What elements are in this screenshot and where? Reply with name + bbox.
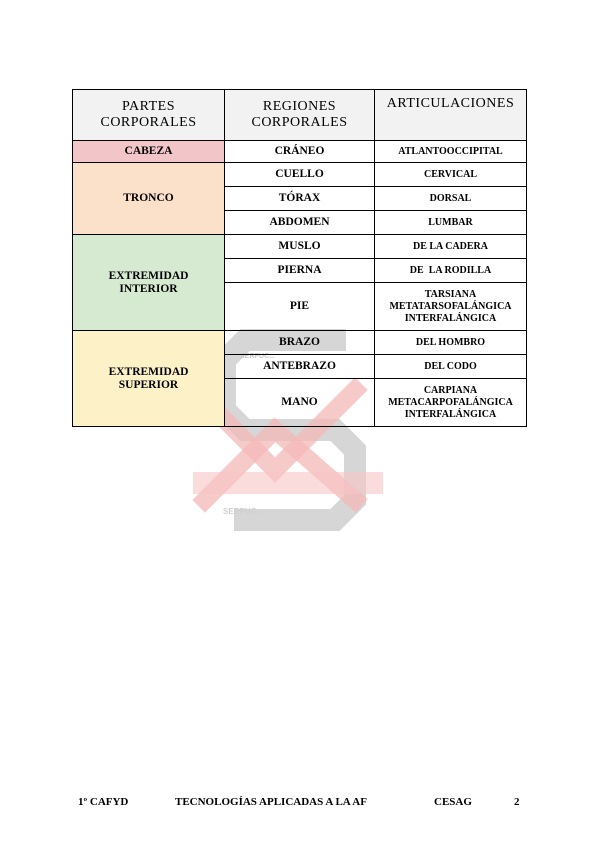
region-cell: CRÁNEO <box>225 141 375 163</box>
region-cell: PIE <box>225 283 375 331</box>
joint-cell: DE LA RODILLA <box>375 259 527 283</box>
region-cell: PIERNA <box>225 259 375 283</box>
joint-cell: DORSAL <box>375 187 527 211</box>
joint-cell: DE LA CADERA <box>375 235 527 259</box>
footer-subject: TECNOLOGÍAS APLICADAS A LA AF <box>175 796 367 808</box>
header-partes: PARTES CORPORALES <box>73 90 225 141</box>
articulations-table <box>72 89 527 427</box>
region-cell: ABDOMEN <box>225 211 375 235</box>
part-cell: EXTREMIDAD SUPERIOR <box>73 331 225 427</box>
header-regiones: REGIONES CORPORALES <box>225 90 375 141</box>
svg-text:SERPUC...: SERPUC... <box>223 507 264 516</box>
joint-cell: DEL HOMBRO <box>375 331 527 355</box>
region-cell: CUELLO <box>225 163 375 187</box>
table-header-row <box>73 90 527 141</box>
region-cell: ANTEBRAZO <box>225 355 375 379</box>
table-row <box>73 235 527 259</box>
part-cell: EXTREMIDAD INTERIOR <box>73 235 225 331</box>
region-cell: BRAZO <box>225 331 375 355</box>
joint-cell: CARPIANA METACARPOFALÁNGICA INTERFALÁNGICA <box>375 379 527 427</box>
footer-page-number: 2 <box>514 796 520 808</box>
table-row <box>73 141 527 163</box>
region-cell: TÓRAX <box>225 187 375 211</box>
joint-cell: CERVICAL <box>375 163 527 187</box>
part-cell: TRONCO <box>73 163 225 235</box>
joint-cell: ATLANTOOCCIPITAL <box>375 141 527 163</box>
joint-cell: TARSIANA METATARSOFALÁNGICA INTERFALÁNGICA <box>375 283 527 331</box>
joint-cell: LUMBAR <box>375 211 527 235</box>
header-articulaciones: ARTICULACIONES <box>375 90 527 141</box>
part-cell: CABEZA <box>73 141 225 163</box>
table-row <box>73 163 527 187</box>
joint-cell: DEL CODO <box>375 355 527 379</box>
footer-course: 1º CAFYD <box>78 796 129 808</box>
table-row <box>73 331 527 355</box>
region-cell: MANO <box>225 379 375 427</box>
svg-text:SERPUC...: SERPUC... <box>240 353 276 360</box>
region-cell: MUSLO <box>225 235 375 259</box>
footer-center: CESAG <box>434 796 472 808</box>
